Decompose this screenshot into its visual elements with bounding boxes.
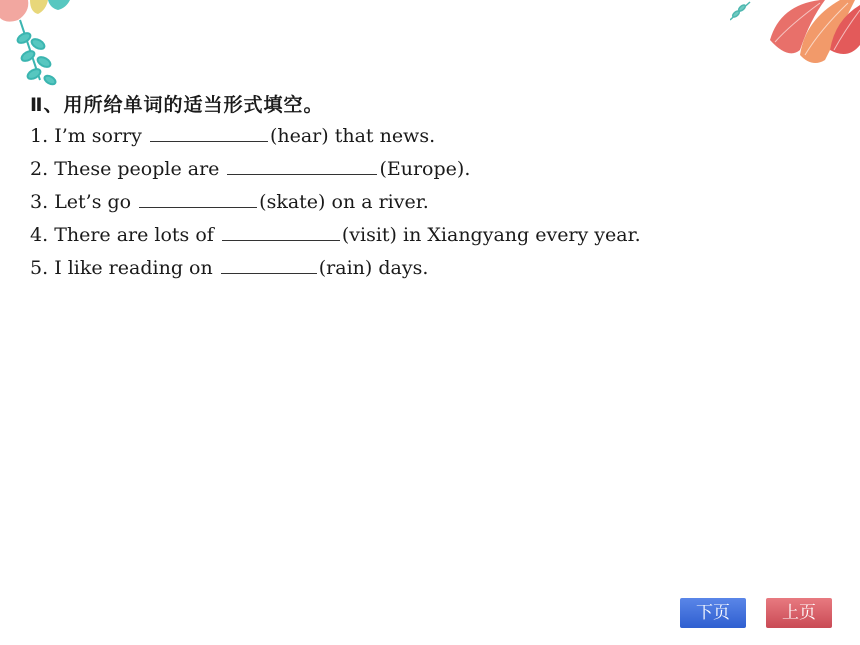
word-hint: (hear) bbox=[269, 125, 329, 147]
word-hint: (rain) bbox=[318, 257, 373, 279]
word-hint: (Europe). bbox=[379, 158, 471, 180]
answer-blank[interactable] bbox=[150, 121, 268, 142]
answer-blank[interactable] bbox=[227, 154, 377, 175]
question-text-after: on a river. bbox=[331, 191, 429, 213]
question-2 bbox=[30, 153, 641, 186]
word-hint: (visit) bbox=[341, 224, 397, 246]
question-text-before: I’m sorry bbox=[54, 125, 142, 147]
question-text-before: These people are bbox=[54, 158, 220, 180]
question-text-before: There are lots of bbox=[54, 224, 214, 246]
question-number: 2. bbox=[30, 158, 49, 180]
answer-blank[interactable] bbox=[139, 187, 257, 208]
question-5 bbox=[30, 252, 641, 285]
answer-blank[interactable] bbox=[221, 253, 317, 274]
question-list bbox=[30, 120, 641, 285]
question-text-before: I like reading on bbox=[54, 257, 213, 279]
section-title: Ⅱ、用所给单词的适当形式填空。 bbox=[30, 94, 324, 116]
question-number: 1. bbox=[30, 125, 49, 147]
question-number: 5. bbox=[30, 257, 49, 279]
question-4 bbox=[30, 219, 641, 252]
question-text-before: Let’s go bbox=[54, 191, 132, 213]
question-text-after: that news. bbox=[334, 125, 436, 147]
feather-decoration-icon bbox=[730, 0, 860, 75]
question-number: 4. bbox=[30, 224, 49, 246]
previous-page-button[interactable]: 上页 bbox=[766, 598, 832, 628]
question-text-after: days. bbox=[378, 257, 429, 279]
next-page-button[interactable]: 下页 bbox=[680, 598, 746, 628]
word-hint: (skate) bbox=[259, 191, 326, 213]
question-text-after: in Xiangyang every year. bbox=[403, 224, 641, 246]
answer-blank[interactable] bbox=[222, 220, 340, 241]
leaf-decoration-icon bbox=[0, 0, 90, 90]
question-number: 3. bbox=[30, 191, 49, 213]
question-3 bbox=[30, 186, 641, 219]
question-1 bbox=[30, 120, 641, 153]
